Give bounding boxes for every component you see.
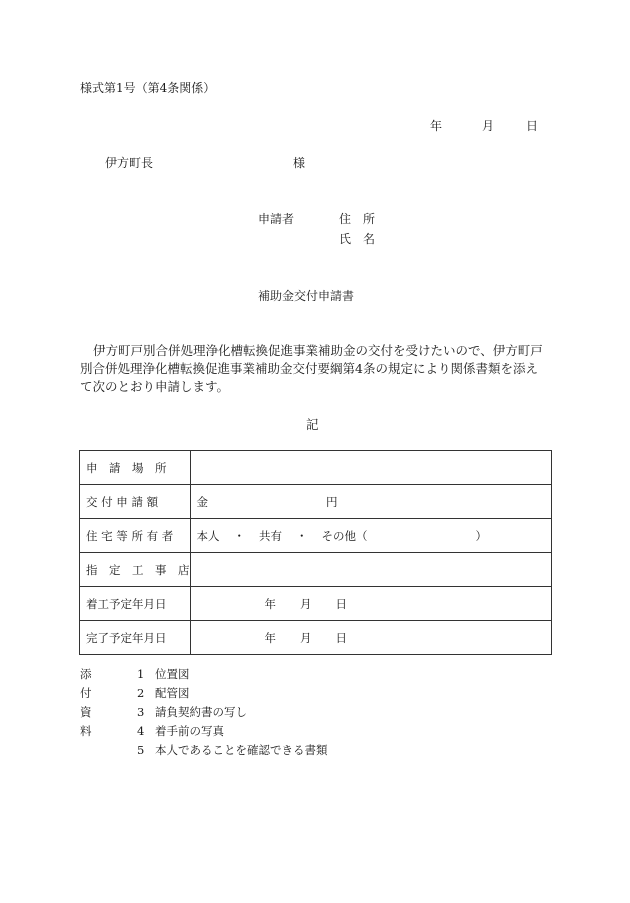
completion-month: 月 [300, 630, 312, 645]
table-row [80, 451, 552, 485]
start-date-label: 着工予定年月日 [80, 587, 191, 621]
amount-unit: 円 [326, 494, 338, 509]
date-line [430, 120, 538, 132]
table-row [80, 621, 552, 655]
contractor-label: 指 定 工 事 店 [80, 553, 191, 587]
completion-year: 年 [264, 630, 276, 645]
start-month: 月 [300, 596, 312, 611]
owner-field[interactable] [190, 519, 552, 553]
attachment-text: 配管図 [155, 686, 190, 700]
table-row [80, 553, 552, 587]
attachment-number: 5 [137, 743, 145, 757]
attachment-text: 位置図 [155, 667, 190, 681]
completion-date-label: 完了予定年月日 [80, 621, 191, 655]
attachment-number: 4 [137, 724, 145, 738]
date-day: 日 [526, 119, 539, 133]
attachment-text: 請負契約書の写し [155, 705, 247, 719]
applicant-label: 申請者 [258, 212, 295, 226]
owner-option-self[interactable]: 本人 [196, 528, 220, 543]
owner-separator: ・ [233, 528, 245, 543]
addressee-name: 伊方町長 [105, 156, 154, 170]
grant-amount-field[interactable] [190, 485, 552, 519]
date-month: 月 [482, 119, 495, 133]
amount-prefix: 金 [196, 494, 208, 509]
attachments-heading: 添付資料 [80, 667, 92, 738]
application-details-table [79, 450, 552, 655]
start-year: 年 [264, 596, 276, 611]
owner-separator: ・ [296, 528, 308, 543]
completion-day: 日 [335, 630, 347, 645]
owner-option-other[interactable]: その他（ [321, 528, 368, 543]
completion-date-field[interactable] [190, 621, 552, 655]
owner-other-close: ） [475, 528, 487, 543]
attachment-text: 着手前の写真 [155, 724, 224, 738]
start-day: 日 [335, 596, 347, 611]
table-row [80, 485, 552, 519]
table-row [80, 587, 552, 621]
application-location-label: 申 請 場 所 [80, 451, 191, 485]
attachment-text: 本人であることを確認できる書類 [155, 743, 328, 757]
owner-label: 住 宅 等 所 有 者 [80, 519, 191, 553]
owner-option-shared[interactable]: 共有 [259, 528, 282, 543]
addressee-honorific: 様 [293, 156, 306, 170]
date-year: 年 [430, 119, 443, 133]
attachment-number: 1 [137, 667, 145, 681]
form-number: 様式第1号（第4条関係） [80, 81, 216, 95]
addressee [105, 156, 306, 170]
document-title: 補助金交付申請書 [258, 289, 355, 303]
contractor-field[interactable] [190, 553, 552, 587]
address-label: 住 所 [339, 212, 376, 226]
attachment-number: 2 [137, 686, 145, 700]
ki-label: 記 [306, 417, 319, 432]
start-date-field[interactable] [190, 587, 552, 621]
name-label: 氏 名 [339, 232, 376, 246]
application-location-field[interactable] [190, 451, 552, 485]
table-row [80, 519, 552, 553]
grant-amount-label: 交 付 申 請 額 [80, 485, 191, 519]
body-text: 伊方町戸別合併処理浄化槽転換促進事業補助金の交付を受けたいので、伊方町戸別合併処理浄化槽転換促進事業補助金交付要綱第4条の規定により関係書類を添えて次のとおり申請します。 [80, 343, 543, 394]
attachment-number: 3 [137, 705, 145, 719]
